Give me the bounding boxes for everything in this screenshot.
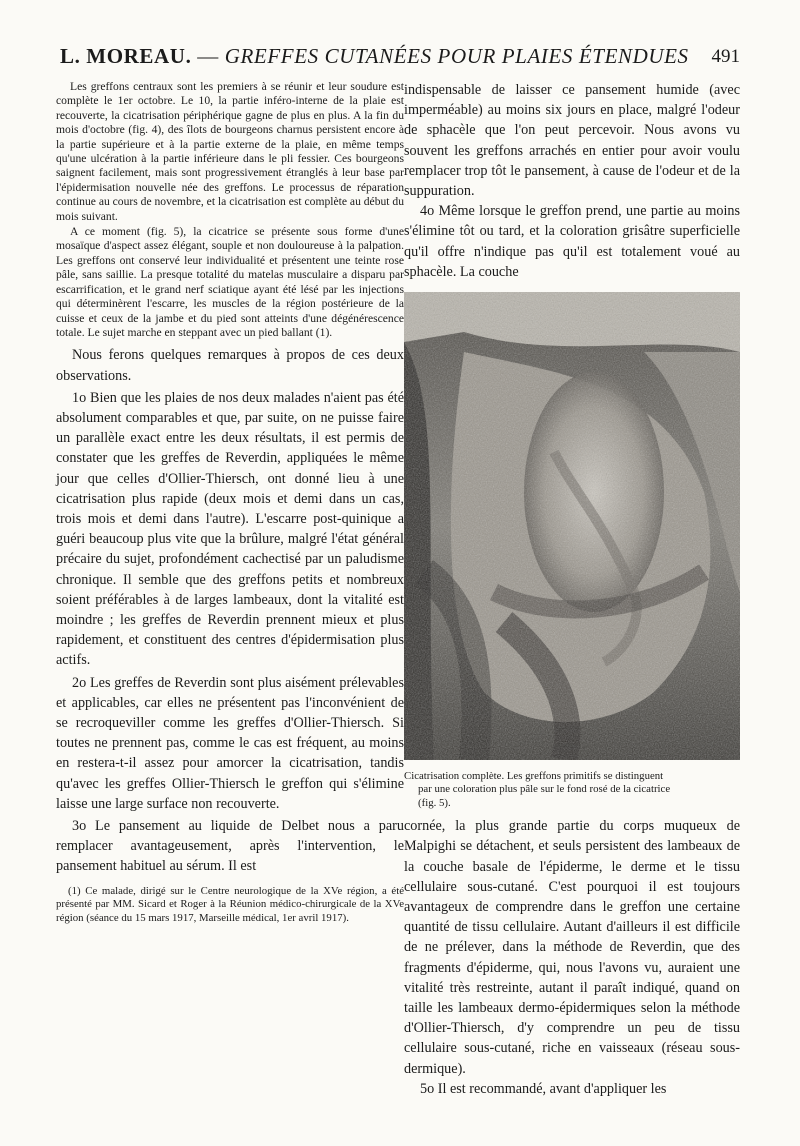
footnote: (1) Ce malade, dirigé sur le Centre neurologique de la XVe région, a été présenté par MM. Sicard et Roger à la Réunion médico-chirurgicale de la XVe région (séance du 15 mars 1917, Marseille médical, 1er avril 1917). — [56, 884, 404, 924]
header-title — [60, 44, 689, 69]
remark-2: 2o Les greffes de Reverdin sont plus aisément prélevables et applicables, car elles ne présentent pas l'inconvénient de se recroqueviller comme les greffes d'Ollier-Thiersch. Si toutes ne prennent pas, comme le cas est fréquent, au moins en restera-t-il assez pour amorcer la cicatrisation, tandis qu'avec les greffes Ollier-Thiersch le greffon qui s'élimine laisse une large surface non recouverte. — [56, 674, 404, 812]
caption-line-3: (fig. 5). — [418, 796, 451, 809]
remark-1: 1o Bien que les plaies de nos deux malades n'aient pas été absolument comparables et que, par suite, on ne puisse faire un parallèle exact entre les deux résultats, il est permis de constater que les greffes de Reverdin, appliquées le même jour que celles d'Ollier-Thiersch, ont donné lieu à une cicatrisation plus rapide (deux mois et demi dans un cas, trois mois et demi dans l'autre). L'escarre post-quinique a guéri beaucoup plus vite que la brûlure, malgré l'état général précaire du sujet, profondément cachectisé par un paludisme chronique. Il semble que des greffons petits et nombreux soient préférables à de larges lambeaux, dont la vitalité est moindre ; les greffes de Reverdin prennent mieux et plus rapidement, et constituent des centres d'épidermisation plus actifs. — [56, 389, 404, 669]
remarks-section — [56, 345, 404, 876]
continued-paragraph-2: cornée, la plus grande partie du corps muqueux de Malpighi se détachent, et seuls persistent des lambeaux de la couche basale de l'épiderme, le derme et le tissu cellulaire sous-cutané. C'est pourquoi il est toujours avantageux de comprendre dans le greffon une certaine quantité de tissu cellulaire. Autant d'ailleurs il est difficile de ne prélever, dans la méthode de Reverdin, que des fragments d'épiderme, qui, nous l'avons vu, auraient une vitalité très restreinte, autant il paraît indiqué, quand on taille les lambeaux dermo-épidermiques selon la méthode d'Ollier-Thiersch, d'y comprendre un peu de tissu cellulaire sous-cutané, riche en vaisseaux (réseau sous-dermique). — [404, 818, 740, 1077]
remark-3: 3o Le pansement au liquide de Delbet nous a paru remplacer avantageusement, après l'intervention, le pansement habituel au sérum. Il est — [56, 817, 404, 875]
right-column — [404, 80, 740, 1099]
caption-line-2: par une coloration plus pâle sur le fond rosé de la cicatrice — [418, 783, 671, 796]
left-column — [56, 80, 404, 925]
observation-paragraph-1: Les greffons centraux sont les premiers à se réunir et leur soudure est complète le 1er octobre. Le 10, la partie inféro-interne de la plaie est recouverte, la cicatrisation périphérique gagne de plus en plus. A la fin du mois d'octobre (fig. 4), des îlots de bourgeons charnus persistent encore à la partie supérieure et à la partie externe de la plaie, en même temps qu'une ulcération à la partie inférieure dans le pli fessier. Ces bourgeons saignent facilement, mais sont progressivement étranglés à leur base par l'épidermisation nouvelle née des greffons. Le processus de réparation continue au cours de novembre, et la cicatrisation est complète au début du mois suivant. — [56, 80, 405, 223]
running-header — [60, 44, 740, 78]
figure-5-photograph — [404, 292, 740, 760]
figure-caption — [404, 770, 740, 810]
header-subject: GREFFES CUTANÉES POUR PLAIES ÉTENDUES — [224, 44, 689, 68]
caption-line-1: Cicatrisation complète. Les greffons primitifs se distinguent — [404, 770, 664, 783]
continued-paragraph: indispensable de laisser ce pansement humide (avec imperméable) au moins six jours en place, malgré l'odeur de sphacèle que l'on peut percevoir. Nous avons vu souvent les greffons arrachés en entier pour avoir voulu remplacer trop tôt le pansement, à cause de l'odeur et de la suppuration. — [404, 82, 740, 200]
remark-4: 4o Même lorsque le greffon prend, une partie au moins s'élimine tôt ou tard, et la coloration grisâtre superficielle qu'il offre n'indique pas qu'il est totalement voué au sphacèle. La couche — [404, 203, 740, 280]
page-number: 491 — [711, 46, 740, 67]
header-dash: — — [191, 44, 225, 68]
scar-photograph-image — [404, 292, 740, 760]
remark-5: 5o Il est recommandé, avant d'appliquer les — [420, 1080, 667, 1097]
observation-paragraph-2: A ce moment (fig. 5), la cicatrice se présente sous forme d'une mosaïque d'aspect assez élégant, souple et non douloureuse à la palpation. Les greffons ont conservé leur individualité et présentent une teinte rose pâle, sans saillie. La presque totalité du matelas musculaire a disparu par escarrification, et le grand nerf sciatique ayant été lésé par les injections qui déterminèrent l'escarre, les muscles de la région postérieure de la cuisse et ceux de la jambe et du pied sont atteints d'une dégénérescence totale. Le sujet marche en steppant avec un pied ballant (1). — [56, 225, 404, 339]
remarks-intro: Nous ferons quelques remarques à propos de ces deux observations. — [56, 347, 404, 384]
header-author: L. MOREAU. — [60, 44, 192, 68]
